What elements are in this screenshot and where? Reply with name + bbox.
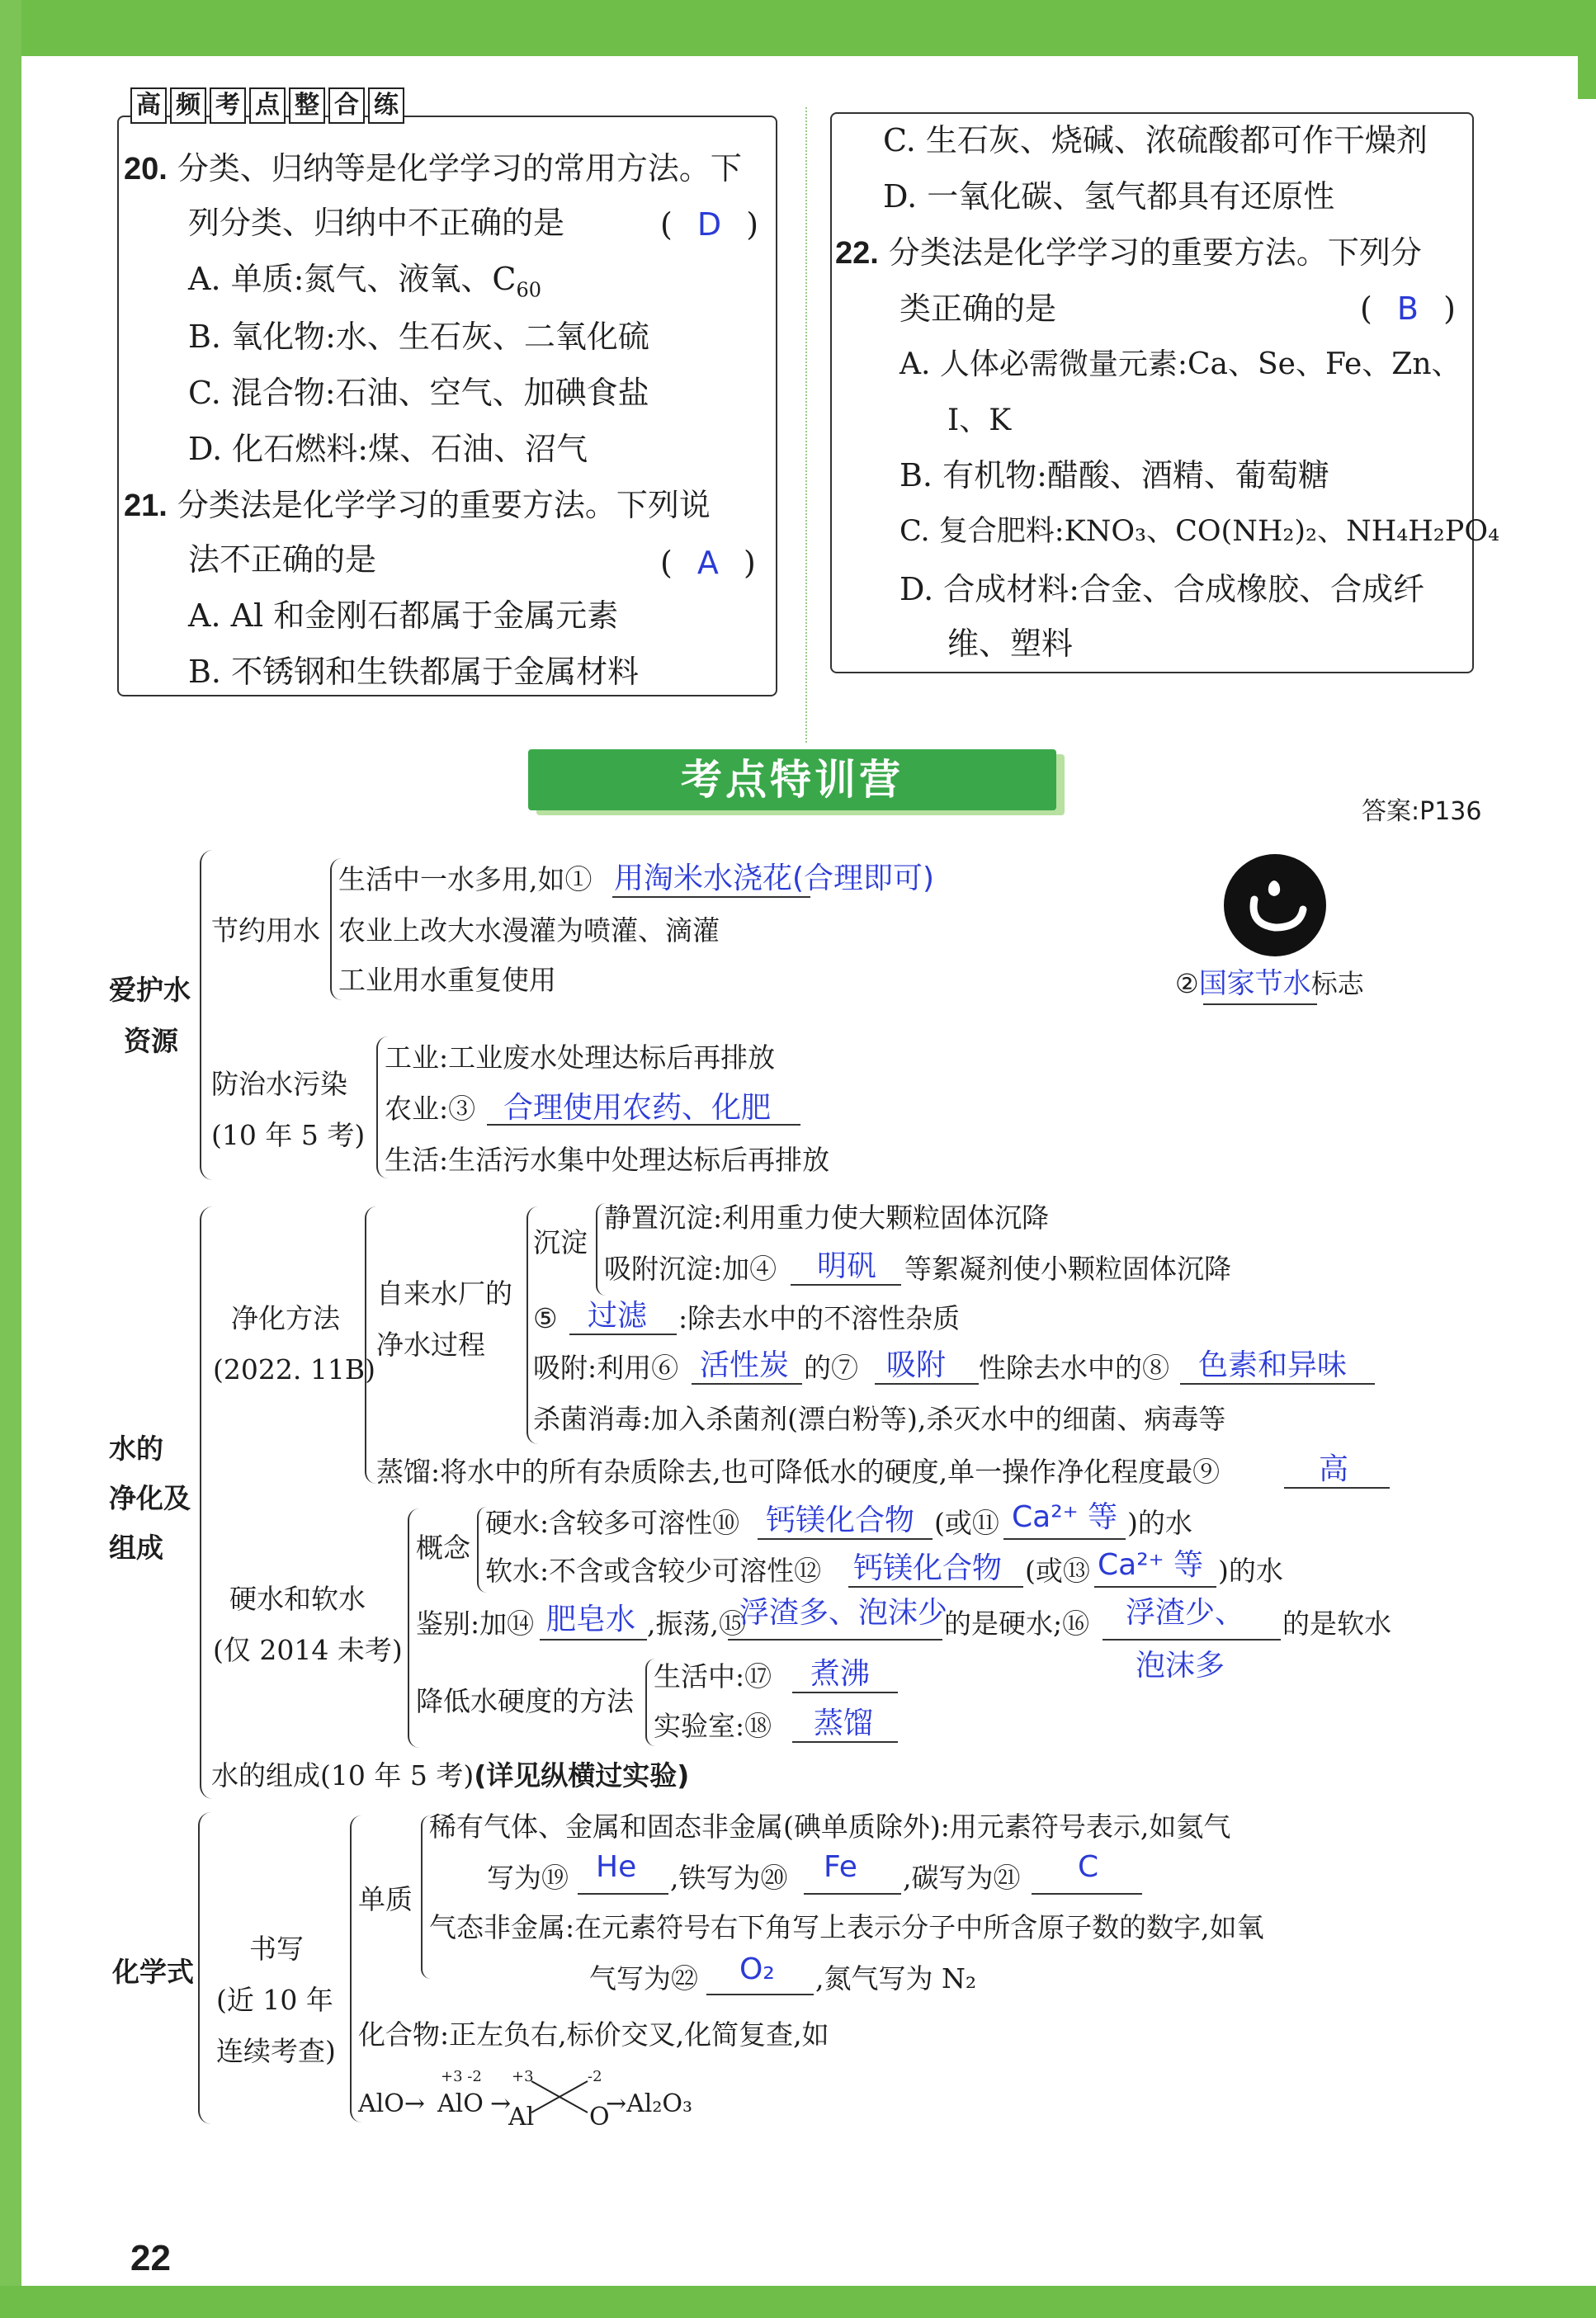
q22-option-b: B. 有机物:醋酸、酒精、葡萄糖 [900, 457, 1329, 493]
q20-stem [124, 150, 742, 187]
concept-label: 概念 [416, 1532, 470, 1564]
section-banner: 考点特训营 [528, 749, 1056, 810]
blank-22 [706, 1994, 814, 1995]
cross-icon [528, 2076, 594, 2119]
answer-11: Ca²⁺ 等 [1012, 1500, 1118, 1534]
save-item-1: 生活中一水多用,如① [338, 863, 593, 895]
example-al: Al [508, 2103, 535, 2132]
answer-reference: 答案:P136 [1362, 797, 1482, 826]
blank-9 [1284, 1487, 1390, 1489]
save-item-3: 工业用水重复使用 [338, 964, 556, 996]
blank-2 [1203, 1003, 1317, 1005]
paren-close: ) [1443, 290, 1456, 327]
paren-close: ) [746, 206, 759, 243]
adsorb-a: 吸附:利用⑥ [533, 1352, 679, 1384]
blank-15 [728, 1639, 942, 1641]
soft-c: )的水 [1218, 1555, 1283, 1587]
q20-option-d: D. 化石燃料:煤、石油、沼气 [188, 431, 588, 467]
composition [211, 1759, 689, 1792]
blank-4 [791, 1284, 901, 1286]
composition-note: (详见纵横过实验) [474, 1759, 690, 1792]
section-header-tabs [130, 87, 408, 124]
filter-a: ⑤ [533, 1302, 558, 1334]
element-rule-2c: ,碳写为㉑ [903, 1862, 1021, 1894]
pollution-industry: 工业:工业废水处理达标后再排放 [385, 1041, 776, 1074]
blank-3 [487, 1124, 800, 1126]
q22-answer-paren [1360, 290, 1456, 327]
logo-number: ② [1175, 968, 1199, 999]
adsorb-c: 性除去水中的⑧ [979, 1352, 1169, 1384]
write-label-l1: 书写 [249, 1933, 304, 1965]
q22-option-a-line2: I、K [947, 404, 1012, 437]
answer-14: 肥皂水 [546, 1603, 636, 1636]
q20-line2: 列分类、归纳中不正确的是 [188, 205, 565, 241]
settle-adsorb-b: 等絮凝剂使小颗粒固体沉降 [904, 1253, 1231, 1285]
plant-label-l1: 自来水厂的 [376, 1277, 512, 1310]
blank-7 [875, 1383, 979, 1385]
element-rule-4a: 气写为㉒ [589, 1962, 698, 1995]
settle-static: 静置沉淀:利用重力使大颗粒固体沉降 [604, 1201, 1050, 1234]
answer-7: 吸附 [886, 1348, 947, 1382]
answer-9: 高 [1319, 1452, 1349, 1486]
blank-11 [1003, 1538, 1126, 1540]
q21-option-b: B. 不锈钢和生铁都属于金属材料 [188, 654, 640, 690]
pollution-label-l2: (10 年 5 考) [211, 1119, 366, 1151]
answer-20: Fe [824, 1850, 857, 1884]
answer-21: C [1078, 1850, 1099, 1884]
hard-label-l2: (仅 2014 未考) [213, 1634, 403, 1666]
ident-a: 鉴别:加⑭ [416, 1607, 535, 1640]
ident-d: 的是软水 [1282, 1607, 1391, 1640]
write-label-l3: 连续考查) [216, 2035, 336, 2067]
q20-option-a [188, 261, 541, 309]
hard-a: 硬水:含较多可溶性⑩ [485, 1507, 740, 1539]
q22-option-d-line1: D. 合成材料:合金、合成橡胶、合成纤 [900, 571, 1425, 607]
element-label: 单质 [358, 1883, 413, 1915]
blank-12 [848, 1586, 1023, 1588]
blank-6 [692, 1383, 802, 1385]
topic-protect-water-l1: 爱护水 [109, 974, 191, 1006]
q21-stem [124, 487, 711, 524]
brace-purify [200, 1206, 213, 1799]
answer-16-line2: 泡沫多 [1136, 1649, 1225, 1683]
water-drop-hand-icon [1221, 852, 1329, 959]
paren-open: ( [660, 206, 673, 243]
q21-answer: A [696, 545, 719, 581]
header-cell: 考 [210, 87, 246, 124]
q21-option-a: A. Al 和金刚石都属于金属元素 [188, 597, 619, 634]
answer-19: He [596, 1850, 637, 1884]
example-valence: +3 -2 [441, 2068, 482, 2085]
paren-close: ) [744, 545, 756, 581]
q20-answer: D [696, 206, 722, 243]
element-rule-2b: ,铁写为⑳ [670, 1862, 788, 1894]
q20-number: 20. [124, 152, 168, 186]
topic-purify-l1: 水的 [109, 1433, 163, 1465]
answer-4: 明矾 [817, 1249, 877, 1283]
q20-option-a-sub: 60 [516, 278, 542, 302]
pollution-agriculture: 农业:③ [385, 1093, 476, 1125]
page-bottom-band [0, 2286, 1596, 2318]
topic-purify-l2: 净化及 [109, 1482, 191, 1514]
example-formula-2: AlO [437, 2089, 484, 2118]
paren-open: ( [1360, 290, 1372, 327]
column-divider [805, 107, 807, 743]
answer-3: 合理使用农药、化肥 [503, 1091, 772, 1125]
q20-option-b: B. 氧化物:水、生石灰、二氧化硫 [188, 319, 649, 355]
brace-method [365, 1206, 376, 1484]
answer-8: 色素和异味 [1198, 1348, 1348, 1382]
reduce-life: 生活中:⑰ [654, 1660, 772, 1692]
ident-c: 的是硬水;⑯ [944, 1607, 1090, 1640]
example-o: O [589, 2103, 610, 2132]
distill-a: 蒸馏:将水中的所有杂质除去,也可降低水的硬度,单一操作净化程度最⑨ [376, 1456, 1221, 1488]
element-rule-3: 气态非金属:在元素符号右下角写上表示分子中所含原子数的数字,如氧 [429, 1911, 1264, 1943]
answer-1: 用淘米水浇花(合理即可) [614, 862, 935, 895]
blank-21 [1032, 1893, 1142, 1895]
q22-number: 22. [835, 236, 879, 271]
header-cell: 整 [289, 87, 325, 124]
blank-20 [804, 1893, 901, 1895]
write-label-l2: (近 10 年 [216, 1984, 333, 2016]
header-cell: 点 [249, 87, 286, 124]
pollution-label-l1: 防治水污染 [211, 1068, 347, 1100]
answer-6: 活性炭 [700, 1348, 790, 1382]
page-top-band [0, 0, 1596, 56]
q21-answer-paren [660, 545, 756, 581]
save-item-2: 农业上改大水漫灌为喷灌、滴灌 [338, 914, 720, 947]
q22-line1: 分类法是化学学习的重要方法。下列分 [888, 234, 1422, 271]
answer-12: 钙镁化合物 [853, 1551, 1003, 1585]
composition-text: 水的组成(10 年 5 考) [211, 1759, 475, 1792]
hard-label-l1: 硬水和软水 [229, 1583, 366, 1615]
answer-15: 浮渣多、泡沫少 [739, 1596, 948, 1630]
q21-line1: 分类法是化学学习的重要方法。下列说 [177, 487, 711, 523]
soft-b: (或⑬ [1025, 1555, 1090, 1587]
water-saving-logo [1221, 852, 1329, 959]
blank-5 [569, 1334, 677, 1335]
answer-16-line1: 浮渣少、 [1126, 1596, 1245, 1630]
filter-b: :除去水中的不溶性杂质 [678, 1302, 961, 1334]
blank-18 [792, 1741, 898, 1743]
blank-13 [1094, 1586, 1216, 1588]
page-left-band [0, 0, 21, 2318]
q20-option-a-text: A. 单质:氮气、液氧、C [188, 261, 517, 297]
blank-10 [758, 1538, 933, 1540]
hard-c: )的水 [1127, 1507, 1192, 1539]
answer-18: 蒸馏 [814, 1707, 874, 1740]
blank-16 [1103, 1639, 1281, 1641]
answer-22: O₂ [739, 1952, 775, 1986]
q22-option-a-line1: A. 人体必需微量元素:Ca、Se、Fe、Zn、 [900, 347, 1461, 381]
method-label-l1: 净化方法 [231, 1302, 340, 1334]
logo-caption [1175, 967, 1364, 1000]
q22-line2: 类正确的是 [900, 290, 1057, 327]
answer-2: 国家节水 [1198, 967, 1311, 1000]
q21-number: 21. [124, 489, 168, 523]
blank-14 [540, 1639, 647, 1641]
pollution-life: 生活:生活污水集中处理达标后再排放 [385, 1144, 830, 1176]
page-number: 22 [130, 2238, 171, 2278]
header-cell: 高 [130, 87, 167, 124]
reduce-lab: 实验室:⑱ [654, 1710, 772, 1742]
settle-adsorb-a: 吸附沉淀:加④ [604, 1253, 777, 1285]
soft-a: 软水:不含或含较少可溶性⑫ [485, 1555, 822, 1587]
header-cell: 练 [368, 87, 404, 124]
adsorb-b: 的⑦ [804, 1352, 858, 1384]
blank-1 [612, 896, 810, 898]
ident-b: ,振荡,⑮ [647, 1607, 746, 1640]
logo-suffix: 标志 [1310, 968, 1364, 999]
q20-line1: 分类、归纳等是化学学习的常用方法。下 [177, 150, 742, 186]
example-formula-1: AlO→ [358, 2089, 425, 2118]
answer-10: 钙镁化合物 [766, 1504, 915, 1537]
element-rule-1: 稀有气体、金属和固态非金属(碘单质除外):用元素符号表示,如氦气 [429, 1810, 1231, 1843]
example-result: →Al₂O₃ [606, 2089, 693, 2118]
q21-line2: 法不正确的是 [188, 541, 377, 578]
element-rule-4b: ,氮气写为 N₂ [815, 1962, 977, 1995]
topic-formula: 化学式 [112, 1956, 194, 1988]
blank-8 [1180, 1383, 1375, 1385]
settle-label: 沉淀 [533, 1226, 588, 1258]
blank-17 [792, 1692, 898, 1693]
header-cell: 合 [328, 87, 365, 124]
compound-rule: 化合物:正左负右,标价交叉,化简复查,如 [358, 2018, 829, 2051]
header-cell: 频 [170, 87, 206, 124]
page-right-band [1578, 0, 1596, 99]
example-o-valence: -2 [588, 2068, 602, 2085]
q20-answer-paren [660, 206, 758, 243]
brace-formula [198, 1812, 211, 2124]
q22-stem [835, 234, 1422, 271]
blank-19 [578, 1893, 668, 1895]
answer-5: 过滤 [588, 1299, 648, 1333]
q22-option-c: C. 复合肥料:KNO₃、CO(NH₂)₂、NH₄H₂PO₄ [900, 515, 1500, 548]
q21-option-d: D. 一氧化碳、氢气都具有还原性 [883, 178, 1335, 215]
topic-purify-l3: 组成 [109, 1532, 163, 1564]
element-rule-2a: 写为⑲ [487, 1862, 569, 1894]
save-water-label: 节约用水 [211, 914, 320, 947]
q20-option-c: C. 混合物:石油、空气、加碘食盐 [188, 375, 649, 411]
hard-b: (或⑪ [934, 1507, 999, 1539]
valence-example [358, 2065, 738, 2131]
reduce-label: 降低水硬度的方法 [416, 1685, 634, 1717]
q22-option-d-line2: 维、塑料 [947, 626, 1074, 662]
plant-label-l2: 净水过程 [376, 1329, 485, 1361]
q21-option-c: C. 生石灰、烧碱、浓硫酸都可作干燥剂 [883, 122, 1428, 158]
example-al-valence: +3 [512, 2068, 534, 2085]
topic-protect-water-l2: 资源 [124, 1025, 178, 1057]
q22-answer: B [1396, 290, 1419, 327]
answer-13: Ca²⁺ 等 [1098, 1548, 1204, 1582]
method-label-l2: (2022. 11B) [213, 1353, 375, 1386]
paren-open: ( [660, 545, 673, 581]
disinfect: 杀菌消毒:加入杀菌剂(漂白粉等),杀灭水中的细菌、病毒等 [533, 1403, 1226, 1435]
example-arrow: → [490, 2089, 512, 2118]
answer-17: 煮沸 [810, 1657, 871, 1691]
